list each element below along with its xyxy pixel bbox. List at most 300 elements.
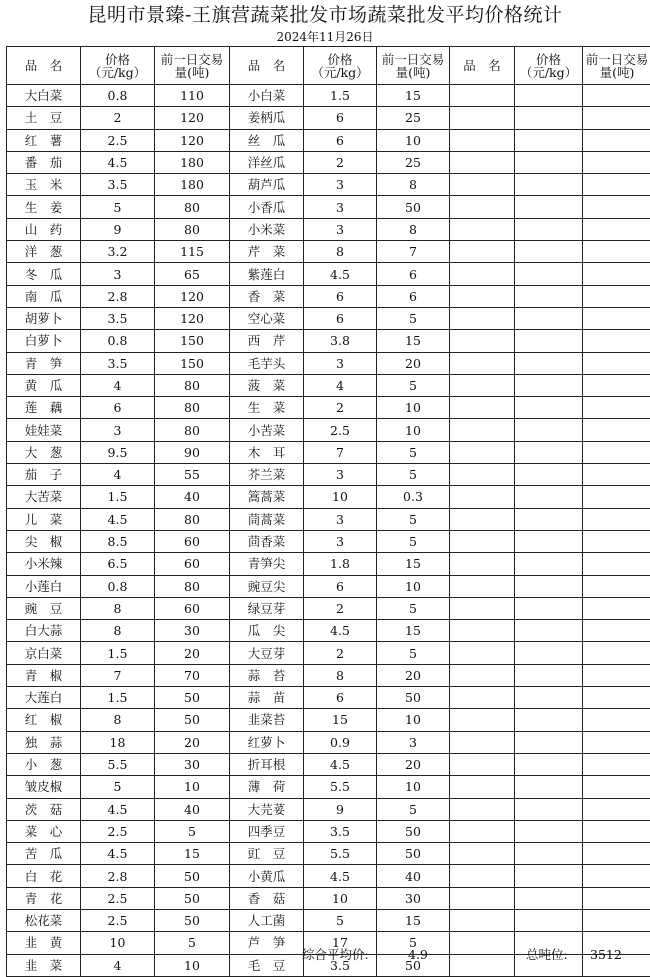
table-row [7, 285, 650, 307]
vegetable-name-cell: 菜 心 [7, 820, 81, 842]
price-cell: 3.2 [81, 241, 155, 263]
price-cell: 8.5 [81, 530, 155, 552]
vegetable-name-cell: 绿豆芽 [230, 597, 304, 619]
empty-cell [450, 285, 515, 307]
volume-cell: 20 [155, 642, 230, 664]
price-cell: 5.5 [304, 843, 377, 865]
vegetable-name-cell: 生 姜 [7, 196, 81, 218]
empty-cell [515, 330, 583, 352]
price-cell: 2 [304, 597, 377, 619]
vegetable-name-cell: 葫芦瓜 [230, 174, 304, 196]
empty-cell [583, 218, 650, 240]
empty-cell [450, 843, 515, 865]
volume-cell: 110 [155, 85, 230, 107]
empty-cell [583, 508, 650, 530]
price-cell: 3 [304, 508, 377, 530]
empty-cell [515, 397, 583, 419]
vegetable-name-cell: 毛 豆 [230, 954, 304, 976]
vegetable-name-cell: 蒜 苔 [230, 664, 304, 686]
price-cell: 6 [304, 107, 377, 129]
price-cell: 9 [304, 798, 377, 820]
volume-cell: 0.3 [377, 486, 450, 508]
vegetable-name-cell: 韭 黄 [7, 932, 81, 954]
empty-cell [583, 664, 650, 686]
table-row [7, 397, 650, 419]
table-row [7, 798, 650, 820]
volume-cell: 50 [377, 954, 450, 976]
price-cell: 3.8 [304, 330, 377, 352]
volume-cell: 5 [377, 374, 450, 396]
table-row [7, 620, 650, 642]
vegetable-name-cell: 大芫荽 [230, 798, 304, 820]
total-tonnage-value: 3512 [590, 947, 622, 963]
empty-cell [583, 85, 650, 107]
vegetable-name-cell: 毛芋头 [230, 352, 304, 374]
volume-cell: 30 [155, 620, 230, 642]
volume-cell: 25 [377, 151, 450, 173]
empty-cell [450, 352, 515, 374]
price-cell: 7 [304, 441, 377, 463]
empty-cell [583, 397, 650, 419]
empty-cell [515, 909, 583, 931]
empty-cell [450, 174, 515, 196]
price-cell: 6 [304, 307, 377, 329]
vegetable-name-cell: 香 菇 [230, 887, 304, 909]
table-row [7, 909, 650, 931]
volume-cell: 6 [377, 285, 450, 307]
empty-cell [450, 642, 515, 664]
vegetable-name-cell: 芹 菜 [230, 241, 304, 263]
volume-cell: 20 [377, 753, 450, 775]
volume-cell: 15 [377, 553, 450, 575]
table-row [7, 575, 650, 597]
header-price: 价格（元/kg） [81, 47, 155, 85]
volume-cell: 80 [155, 218, 230, 240]
volume-cell: 25 [377, 107, 450, 129]
volume-cell: 10 [377, 776, 450, 798]
table-row [7, 709, 650, 731]
price-cell: 17 [304, 932, 377, 954]
vegetable-name-cell: 南 瓜 [7, 285, 81, 307]
volume-cell: 55 [155, 464, 230, 486]
table-row [7, 530, 650, 552]
volume-cell: 50 [377, 196, 450, 218]
price-cell: 3.5 [304, 820, 377, 842]
vegetable-name-cell: 青 笋 [7, 352, 81, 374]
price-cell: 3 [81, 263, 155, 285]
volume-cell: 5 [377, 932, 450, 954]
empty-cell [583, 687, 650, 709]
empty-cell [515, 441, 583, 463]
vegetable-name-cell: 姜柄瓜 [230, 107, 304, 129]
volume-cell: 3 [377, 731, 450, 753]
table-row [7, 597, 650, 619]
price-cell: 4.5 [81, 843, 155, 865]
volume-cell: 10 [377, 129, 450, 151]
empty-cell [583, 709, 650, 731]
empty-cell [515, 85, 583, 107]
empty-cell [515, 865, 583, 887]
price-cell: 3 [304, 352, 377, 374]
empty-cell [583, 753, 650, 775]
price-cell: 4.5 [304, 865, 377, 887]
volume-cell: 8 [377, 218, 450, 240]
header-price: 价格（元/kg） [515, 47, 583, 85]
price-cell: 2 [304, 397, 377, 419]
empty-cell [515, 107, 583, 129]
vegetable-name-cell: 小苦菜 [230, 419, 304, 441]
volume-cell: 150 [155, 330, 230, 352]
empty-cell [515, 687, 583, 709]
empty-cell [583, 241, 650, 263]
vegetable-name-cell: 山 药 [7, 218, 81, 240]
table-row [7, 887, 650, 909]
price-cell: 6 [304, 687, 377, 709]
vegetable-name-cell: 番 茄 [7, 151, 81, 173]
price-cell: 0.8 [81, 575, 155, 597]
vegetable-name-cell: 白萝卜 [7, 330, 81, 352]
price-cell: 4.5 [304, 263, 377, 285]
vegetable-name-cell: 小白菜 [230, 85, 304, 107]
empty-cell [450, 731, 515, 753]
vegetable-name-cell: 儿 菜 [7, 508, 81, 530]
empty-cell [583, 307, 650, 329]
price-cell: 10 [304, 486, 377, 508]
price-cell: 1.5 [81, 486, 155, 508]
empty-cell [583, 620, 650, 642]
empty-cell [450, 241, 515, 263]
volume-cell: 115 [155, 241, 230, 263]
vegetable-name-cell: 京白菜 [7, 642, 81, 664]
vegetable-name-cell: 土 豆 [7, 107, 81, 129]
vegetable-name-cell: 青 椒 [7, 664, 81, 686]
price-cell: 5 [81, 196, 155, 218]
empty-cell [583, 776, 650, 798]
volume-cell: 10 [155, 954, 230, 976]
empty-cell [515, 218, 583, 240]
empty-cell [450, 218, 515, 240]
table-row [7, 419, 650, 441]
price-cell: 3.5 [81, 174, 155, 196]
vegetable-name-cell: 紫莲白 [230, 263, 304, 285]
empty-cell [450, 753, 515, 775]
price-cell: 6.5 [81, 553, 155, 575]
price-cell: 1.5 [81, 687, 155, 709]
volume-cell: 10 [377, 397, 450, 419]
empty-cell [515, 352, 583, 374]
vegetable-name-cell: 四季豆 [230, 820, 304, 842]
price-cell: 4.5 [81, 508, 155, 530]
volume-cell: 120 [155, 107, 230, 129]
price-cell: 9.5 [81, 441, 155, 463]
volume-cell: 50 [155, 909, 230, 931]
header-volume: 前一日交易量(吨) [583, 47, 650, 85]
vegetable-name-cell: 篙蒿菜 [230, 486, 304, 508]
price-cell: 3 [304, 218, 377, 240]
volume-cell: 5 [377, 508, 450, 530]
vegetable-name-cell: 薄 荷 [230, 776, 304, 798]
volume-cell: 5 [377, 441, 450, 463]
volume-cell: 20 [155, 731, 230, 753]
price-cell: 3.5 [81, 307, 155, 329]
price-cell: 8 [304, 664, 377, 686]
empty-cell [450, 664, 515, 686]
price-cell: 8 [81, 620, 155, 642]
empty-cell [515, 709, 583, 731]
volume-cell: 80 [155, 196, 230, 218]
price-cell: 5 [81, 776, 155, 798]
empty-cell [583, 352, 650, 374]
volume-cell: 80 [155, 575, 230, 597]
empty-cell [515, 575, 583, 597]
price-cell: 3 [304, 196, 377, 218]
table-row [7, 107, 650, 129]
price-cell: 2 [304, 642, 377, 664]
empty-cell [515, 307, 583, 329]
empty-cell [450, 597, 515, 619]
table-row [7, 151, 650, 173]
empty-cell [450, 954, 515, 976]
table-row [7, 486, 650, 508]
volume-cell: 120 [155, 307, 230, 329]
empty-cell [450, 397, 515, 419]
vegetable-name-cell: 大豆芽 [230, 642, 304, 664]
vegetable-name-cell: 芦 笋 [230, 932, 304, 954]
vegetable-name-cell: 红萝卜 [230, 731, 304, 753]
empty-cell [583, 731, 650, 753]
average-price-value: 4.9 [408, 947, 428, 963]
volume-cell: 10 [155, 776, 230, 798]
volume-cell: 10 [377, 419, 450, 441]
table-row [7, 464, 650, 486]
vegetable-name-cell: 人工菌 [230, 909, 304, 931]
empty-cell [583, 174, 650, 196]
volume-cell: 50 [155, 865, 230, 887]
price-cell: 3 [304, 530, 377, 552]
volume-cell: 65 [155, 263, 230, 285]
volume-cell: 30 [155, 753, 230, 775]
price-cell: 2.5 [81, 129, 155, 151]
volume-cell: 80 [155, 419, 230, 441]
price-cell: 2.5 [304, 419, 377, 441]
empty-cell [583, 419, 650, 441]
header-name: 品 名 [7, 47, 81, 85]
header-price: 价格（元/kg） [304, 47, 377, 85]
volume-cell: 60 [155, 530, 230, 552]
price-cell: 1.5 [81, 642, 155, 664]
empty-cell [515, 241, 583, 263]
volume-cell: 90 [155, 441, 230, 463]
empty-cell [450, 307, 515, 329]
volume-cell: 120 [155, 285, 230, 307]
price-cell: 4 [81, 464, 155, 486]
volume-cell: 50 [377, 687, 450, 709]
empty-cell [515, 664, 583, 686]
empty-cell [515, 887, 583, 909]
empty-cell [450, 263, 515, 285]
vegetable-name-cell: 小 葱 [7, 753, 81, 775]
empty-cell [583, 441, 650, 463]
empty-cell [450, 464, 515, 486]
price-cell: 4 [304, 374, 377, 396]
volume-cell: 30 [377, 887, 450, 909]
vegetable-name-cell: 娃娃菜 [7, 419, 81, 441]
table-row [7, 776, 650, 798]
table-row [7, 129, 650, 151]
volume-cell: 5 [377, 798, 450, 820]
empty-cell [450, 865, 515, 887]
empty-cell [583, 553, 650, 575]
empty-cell [450, 553, 515, 575]
volume-cell: 6 [377, 263, 450, 285]
price-cell: 3 [81, 419, 155, 441]
price-cell: 2 [304, 151, 377, 173]
price-cell: 4.5 [304, 753, 377, 775]
table-row [7, 642, 650, 664]
empty-cell [450, 575, 515, 597]
empty-cell [450, 151, 515, 173]
empty-cell [450, 85, 515, 107]
price-cell: 6 [304, 129, 377, 151]
volume-cell: 120 [155, 129, 230, 151]
table-row [7, 196, 650, 218]
empty-cell [450, 374, 515, 396]
empty-cell [515, 731, 583, 753]
volume-cell: 15 [377, 85, 450, 107]
price-cell: 1.8 [304, 553, 377, 575]
table-row [7, 687, 650, 709]
empty-cell [583, 575, 650, 597]
price-cell: 4.5 [81, 151, 155, 173]
empty-cell [450, 776, 515, 798]
empty-cell [515, 508, 583, 530]
volume-cell: 20 [377, 352, 450, 374]
empty-cell [583, 597, 650, 619]
empty-cell [583, 820, 650, 842]
vegetable-name-cell: 豌豆尖 [230, 575, 304, 597]
price-cell: 2.8 [81, 865, 155, 887]
vegetable-name-cell: 瓜 尖 [230, 620, 304, 642]
volume-cell: 50 [155, 887, 230, 909]
empty-cell [450, 196, 515, 218]
empty-cell [450, 887, 515, 909]
vegetable-name-cell: 大 葱 [7, 441, 81, 463]
empty-cell [583, 843, 650, 865]
price-cell: 3.5 [304, 954, 377, 976]
empty-cell [515, 820, 583, 842]
volume-cell: 5 [377, 464, 450, 486]
price-cell: 15 [304, 709, 377, 731]
vegetable-name-cell: 小米菜 [230, 218, 304, 240]
volume-cell: 80 [155, 508, 230, 530]
vegetable-name-cell: 小米辣 [7, 553, 81, 575]
empty-cell [515, 196, 583, 218]
table-header-row [7, 47, 650, 85]
table-row [7, 330, 650, 352]
price-cell: 0.8 [81, 85, 155, 107]
volume-cell: 8 [377, 174, 450, 196]
vegetable-name-cell: 豌 豆 [7, 597, 81, 619]
vegetable-name-cell: 折耳根 [230, 753, 304, 775]
vegetable-name-cell: 大白菜 [7, 85, 81, 107]
average-price-label: 综合平均价: [302, 947, 369, 963]
volume-cell: 15 [377, 330, 450, 352]
empty-cell [515, 753, 583, 775]
volume-cell: 60 [155, 597, 230, 619]
empty-cell [450, 909, 515, 931]
price-cell: 3 [304, 464, 377, 486]
price-cell: 2.5 [81, 820, 155, 842]
table-row [7, 441, 650, 463]
vegetable-name-cell: 小莲白 [7, 575, 81, 597]
vegetable-name-cell: 韭 菜 [7, 954, 81, 976]
empty-cell [515, 374, 583, 396]
table-row [7, 553, 650, 575]
vegetable-name-cell: 芥兰菜 [230, 464, 304, 486]
price-cell: 1.5 [304, 85, 377, 107]
volume-cell: 40 [155, 486, 230, 508]
vegetable-name-cell: 洋 葱 [7, 241, 81, 263]
empty-cell [515, 419, 583, 441]
vegetable-name-cell: 丝 瓜 [230, 129, 304, 151]
table-row [7, 307, 650, 329]
vegetable-name-cell: 黄 瓜 [7, 374, 81, 396]
price-cell: 10 [81, 932, 155, 954]
price-cell: 7 [81, 664, 155, 686]
price-cell: 3 [304, 174, 377, 196]
empty-cell [515, 486, 583, 508]
empty-cell [450, 419, 515, 441]
volume-cell: 5 [377, 530, 450, 552]
empty-cell [515, 530, 583, 552]
vegetable-name-cell: 红 椒 [7, 709, 81, 731]
price-cell: 3.5 [81, 352, 155, 374]
price-cell: 5 [304, 909, 377, 931]
empty-cell [583, 887, 650, 909]
price-cell: 9 [81, 218, 155, 240]
empty-cell [583, 151, 650, 173]
empty-cell [450, 820, 515, 842]
vegetable-name-cell: 空心菜 [230, 307, 304, 329]
price-cell: 5.5 [81, 753, 155, 775]
volume-cell: 5 [377, 307, 450, 329]
empty-cell [583, 530, 650, 552]
vegetable-name-cell: 茄 子 [7, 464, 81, 486]
empty-cell [515, 129, 583, 151]
table-row [7, 843, 650, 865]
price-cell: 4.5 [81, 798, 155, 820]
empty-cell [583, 464, 650, 486]
vegetable-name-cell: 玉 米 [7, 174, 81, 196]
volume-cell: 20 [377, 664, 450, 686]
empty-cell [583, 865, 650, 887]
empty-cell [583, 330, 650, 352]
vegetable-name-cell: 胡萝卜 [7, 307, 81, 329]
price-cell: 2 [81, 107, 155, 129]
empty-cell [583, 263, 650, 285]
empty-cell [450, 709, 515, 731]
price-cell: 2.5 [81, 887, 155, 909]
empty-cell [450, 530, 515, 552]
empty-cell [450, 620, 515, 642]
vegetable-name-cell: 茼蒿菜 [230, 508, 304, 530]
empty-cell [583, 107, 650, 129]
vegetable-name-cell: 洋丝瓜 [230, 151, 304, 173]
volume-cell: 5 [155, 820, 230, 842]
price-cell: 6 [81, 397, 155, 419]
empty-cell [450, 486, 515, 508]
page-title: 昆明市景臻-王旗营蔬菜批发市场蔬菜批发平均价格统计 [0, 2, 650, 28]
